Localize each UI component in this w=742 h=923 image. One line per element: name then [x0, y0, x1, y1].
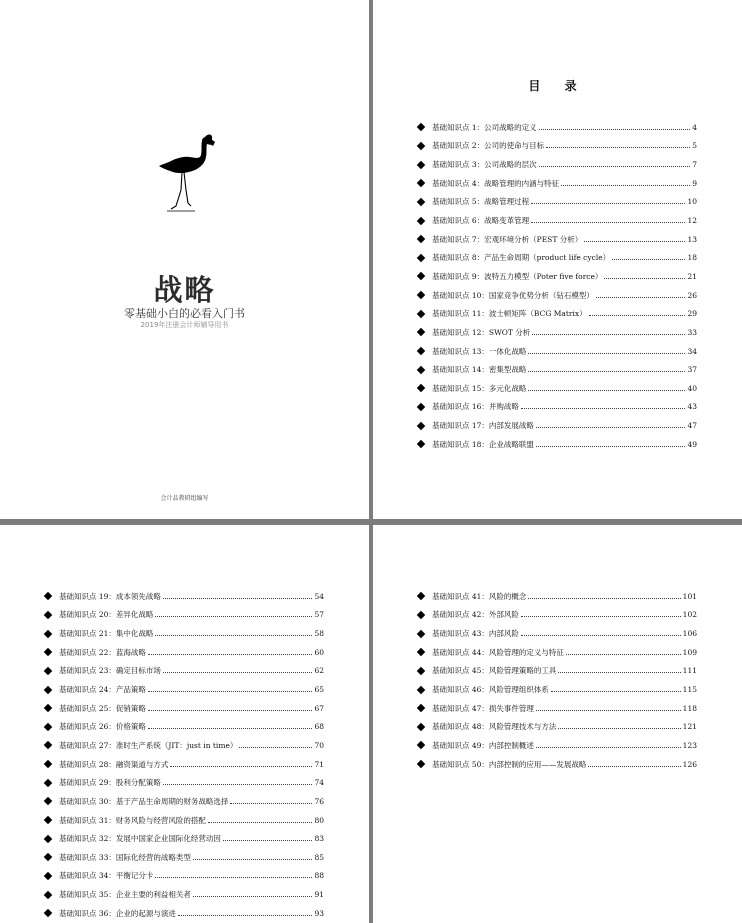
- toc-entry[interactable]: [45, 606, 324, 625]
- toc-entry-label: 基础知识点 49：内部控制概述: [432, 740, 534, 750]
- diamond-bullet-icon: [417, 760, 425, 768]
- toc-entry-label: 基础知识点 47：损失事件管理: [432, 703, 534, 713]
- toc-list: [418, 587, 697, 773]
- diamond-bullet-icon: [417, 142, 425, 150]
- diamond-bullet-icon: [44, 685, 52, 693]
- dot-leader: [193, 896, 313, 897]
- dot-leader: [584, 241, 685, 242]
- diamond-bullet-icon: [417, 592, 425, 600]
- toc-entry-label: 基础知识点 9：波特五力模型（Poter five force）: [432, 271, 603, 281]
- toc-entry-page: 118: [682, 703, 697, 713]
- diamond-bullet-icon: [417, 179, 425, 187]
- toc-entry-label: 基础知识点 6：战略变革管理: [432, 216, 530, 226]
- dot-leader: [536, 427, 686, 428]
- diamond-bullet-icon: [44, 872, 52, 880]
- toc-entry-page: 80: [314, 815, 324, 825]
- toc-entry-page: 60: [314, 647, 324, 657]
- dot-leader: [155, 616, 312, 617]
- diamond-bullet-icon: [44, 723, 52, 731]
- toc-entry-page: 91: [314, 890, 324, 900]
- toc-entry-label: 基础知识点 43：内部风险: [432, 629, 519, 639]
- toc-entry[interactable]: [418, 342, 697, 361]
- dot-leader: [558, 728, 680, 729]
- dot-leader: [170, 766, 312, 767]
- toc-page-1: [373, 0, 742, 519]
- toc-entry-page: 67: [314, 703, 324, 713]
- toc-entry[interactable]: [418, 230, 697, 249]
- diamond-bullet-icon: [44, 890, 52, 898]
- toc-entry-label: 基础知识点 16：并购战略: [432, 402, 519, 412]
- cover-page: [0, 0, 369, 519]
- toc-entry[interactable]: [418, 606, 697, 625]
- toc-entry-page: 74: [314, 778, 324, 788]
- toc-entry-page: 49: [687, 439, 697, 449]
- dot-leader: [551, 691, 681, 692]
- dot-leader: [155, 635, 312, 636]
- dot-leader: [163, 672, 313, 673]
- dot-leader: [521, 616, 681, 617]
- diamond-bullet-icon: [417, 198, 425, 206]
- toc-entry-label: 基础知识点 34：平衡记分卡: [59, 871, 154, 881]
- toc-entry-page: 68: [314, 722, 324, 732]
- diamond-bullet-icon: [44, 778, 52, 786]
- toc-entry[interactable]: [418, 755, 697, 774]
- toc-entry-label: 基础知识点 21：集中化战略: [59, 629, 154, 639]
- toc-entry-label: 基础知识点 32：发展中国家企业国际化经营动因: [59, 834, 221, 844]
- toc-entry[interactable]: [45, 829, 324, 848]
- cover-editor: 会计品教研组编写: [160, 495, 209, 502]
- toc-entry-page: 26: [687, 290, 697, 300]
- toc-entry[interactable]: [418, 193, 697, 212]
- dot-leader: [178, 915, 313, 916]
- toc-entry-page: 9: [692, 178, 697, 188]
- dot-leader: [566, 654, 681, 655]
- toc-entry[interactable]: [418, 435, 697, 454]
- dot-leader: [531, 203, 685, 204]
- dot-leader: [148, 691, 313, 692]
- diamond-bullet-icon: [44, 853, 52, 861]
- cover-subtitle: 零基础小白的必看入门书: [124, 307, 245, 320]
- toc-entry-page: 109: [682, 647, 697, 657]
- toc-entry-label: 基础知识点 25：促销策略: [59, 703, 146, 713]
- toc-entry-label: 基础知识点 45：风险管理策略的工具: [432, 666, 557, 676]
- dot-leader: [546, 147, 690, 148]
- toc-entry-label: 基础知识点 41：风险的概念: [432, 591, 527, 601]
- diamond-bullet-icon: [417, 384, 425, 392]
- toc-entry-label: 基础知识点 28：融资渠道与方式: [59, 759, 169, 769]
- dot-leader: [193, 859, 313, 860]
- dot-leader: [588, 766, 680, 767]
- toc-entry-label: 基础知识点 2：公司的使命与目标: [432, 141, 545, 151]
- diamond-bullet-icon: [417, 403, 425, 411]
- diamond-bullet-icon: [417, 160, 425, 168]
- toc-entry-page: 4: [692, 122, 697, 132]
- diamond-bullet-icon: [417, 440, 425, 448]
- toc-list: [418, 118, 697, 454]
- toc-entry-label: 基础知识点 27：准时生产系统（JIT：just in time）: [59, 740, 238, 750]
- toc-entry[interactable]: [418, 624, 697, 643]
- toc-entry-page: 54: [314, 591, 324, 601]
- toc-entry-label: 基础知识点 44：风险管理的定义与特征: [432, 647, 564, 657]
- diamond-bullet-icon: [417, 254, 425, 262]
- toc-entry-page: 62: [314, 666, 324, 676]
- diamond-bullet-icon: [417, 291, 425, 299]
- toc-list: [45, 587, 324, 923]
- toc-entry[interactable]: [418, 174, 697, 193]
- toc-entry-page: 21: [687, 271, 697, 281]
- toc-entry-page: 40: [687, 383, 697, 393]
- diamond-bullet-icon: [417, 685, 425, 693]
- dot-leader: [163, 598, 313, 599]
- toc-entry-page: 34: [687, 346, 697, 356]
- toc-entry[interactable]: [418, 267, 697, 286]
- dot-leader: [528, 598, 680, 599]
- toc-entry-label: 基础知识点 3：公司战略的层次: [432, 160, 537, 170]
- diamond-bullet-icon: [417, 741, 425, 749]
- diamond-bullet-icon: [417, 648, 425, 656]
- diamond-bullet-icon: [44, 816, 52, 824]
- toc-entry-page: 121: [682, 722, 697, 732]
- toc-entry-label: 基础知识点 33：国际化经营的战略类型: [59, 852, 191, 862]
- cover-tagline: 2019年注册会计师辅导用书: [140, 321, 229, 329]
- toc-entry-page: 13: [687, 234, 697, 244]
- toc-entry[interactable]: [45, 587, 324, 606]
- dot-leader: [539, 166, 691, 167]
- dot-leader: [536, 747, 681, 748]
- toc-entry-label: 基础知识点 18：企业战略联盟: [432, 439, 534, 449]
- toc-entry-label: 基础知识点 4：战略管理的内涵与特征: [432, 178, 560, 188]
- dot-leader: [528, 390, 685, 391]
- diamond-bullet-icon: [417, 347, 425, 355]
- toc-entry[interactable]: [418, 155, 697, 174]
- toc-entry-page: 85: [314, 852, 324, 862]
- dot-leader: [521, 408, 686, 409]
- toc-entry[interactable]: [45, 624, 324, 643]
- dot-leader: [148, 654, 313, 655]
- toc-entry-label: 基础知识点 42：外部风险: [432, 610, 519, 620]
- dot-leader: [521, 635, 681, 636]
- toc-entry-page: 12: [687, 216, 697, 226]
- dot-leader: [230, 803, 312, 804]
- toc-entry[interactable]: [45, 699, 324, 718]
- toc-page-2: [0, 525, 369, 923]
- diamond-bullet-icon: [44, 760, 52, 768]
- toc-entry-page: 126: [682, 759, 697, 769]
- toc-entry-label: 基础知识点 11：波士顿矩阵（BCG Matrix）: [432, 309, 587, 319]
- toc-entry-label: 基础知识点 22：蓝海战略: [59, 647, 146, 657]
- toc-entry-page: 10: [687, 197, 697, 207]
- toc-entry[interactable]: [45, 773, 324, 792]
- diamond-bullet-icon: [417, 365, 425, 373]
- toc-entry[interactable]: [418, 643, 697, 662]
- diamond-bullet-icon: [44, 834, 52, 842]
- toc-entry-label: 基础知识点 19：成本领先战略: [59, 591, 161, 601]
- toc-entry[interactable]: [418, 211, 697, 230]
- toc-entry-page: 106: [682, 629, 697, 639]
- dot-leader: [163, 784, 313, 785]
- diamond-bullet-icon: [44, 667, 52, 675]
- toc-entry[interactable]: [45, 643, 324, 662]
- toc-entry[interactable]: [418, 587, 697, 606]
- diamond-bullet-icon: [44, 797, 52, 805]
- toc-entry-page: 76: [314, 796, 324, 806]
- toc-entry-page: 102: [682, 610, 697, 620]
- toc-entry-label: 基础知识点 13：一体化战略: [432, 346, 527, 356]
- dot-leader: [208, 822, 313, 823]
- flamingo-icon: [155, 130, 217, 214]
- toc-entry[interactable]: [418, 717, 697, 736]
- diamond-bullet-icon: [44, 741, 52, 749]
- toc-entry-label: 基础知识点 30：基于产品生命周期的财务战略选择: [59, 796, 229, 806]
- toc-entry-page: 29: [687, 309, 697, 319]
- diamond-bullet-icon: [417, 667, 425, 675]
- dot-leader: [604, 278, 685, 279]
- diamond-bullet-icon: [44, 611, 52, 619]
- toc-entry-page: 93: [314, 908, 324, 918]
- dot-leader: [239, 747, 312, 748]
- toc-entry[interactable]: [45, 885, 324, 904]
- toc-entry[interactable]: [418, 118, 697, 137]
- toc-entry[interactable]: [418, 323, 697, 342]
- diamond-bullet-icon: [44, 648, 52, 656]
- toc-entry[interactable]: [45, 680, 324, 699]
- cover-title: 战略: [153, 273, 216, 307]
- toc-entry-label: 基础知识点 14：密集型战略: [432, 365, 527, 375]
- toc-entry-page: 83: [314, 834, 324, 844]
- dot-leader: [558, 672, 680, 673]
- toc-entry-page: 57: [314, 610, 324, 620]
- toc-entry[interactable]: [418, 248, 697, 267]
- diamond-bullet-icon: [417, 611, 425, 619]
- toc-entry-label: 基础知识点 12：SWOT 分析: [432, 327, 531, 337]
- toc-entry-label: 基础知识点 1：公司战略的定义: [432, 122, 537, 132]
- toc-entry[interactable]: [418, 304, 697, 323]
- toc-entry-label: 基础知识点 15：多元化战略: [432, 383, 527, 393]
- toc-entry-page: 43: [687, 402, 697, 412]
- toc-entry-label: 基础知识点 10：国家竞争优势分析（钻石模型）: [432, 290, 594, 300]
- toc-entry[interactable]: [418, 360, 697, 379]
- diamond-bullet-icon: [417, 328, 425, 336]
- toc-entry-page: 37: [687, 365, 697, 375]
- toc-entry-page: 71: [314, 759, 324, 769]
- dot-leader: [155, 877, 312, 878]
- dot-leader: [561, 185, 690, 186]
- toc-entry[interactable]: [418, 680, 697, 699]
- dot-leader: [148, 710, 313, 711]
- toc-entry-page: 111: [682, 666, 697, 676]
- toc-entry-page: 5: [692, 141, 697, 151]
- toc-entry-page: 70: [314, 740, 324, 750]
- toc-entry-page: 18: [687, 253, 697, 263]
- toc-entry[interactable]: [45, 736, 324, 755]
- toc-entry[interactable]: [418, 416, 697, 435]
- toc-entry[interactable]: [45, 867, 324, 886]
- toc-entry-label: 基础知识点 26：价格策略: [59, 722, 146, 732]
- toc-entry[interactable]: [418, 662, 697, 681]
- toc-entry-label: 基础知识点 29：股利分配策略: [59, 778, 161, 788]
- diamond-bullet-icon: [44, 704, 52, 712]
- toc-entry-label: 基础知识点 35：企业主要的利益相关者: [59, 890, 191, 900]
- diamond-bullet-icon: [417, 723, 425, 731]
- toc-entry-page: 65: [314, 685, 324, 695]
- toc-entry[interactable]: [418, 286, 697, 305]
- diamond-bullet-icon: [417, 123, 425, 131]
- toc-entry-page: 33: [687, 327, 697, 337]
- toc-entry[interactable]: [418, 379, 697, 398]
- dot-leader: [536, 710, 681, 711]
- toc-page-3: [373, 525, 742, 923]
- toc-entry[interactable]: [45, 717, 324, 736]
- toc-entry-page: 123: [682, 740, 697, 750]
- toc-entry-label: 基础知识点 17：内部发展战略: [432, 421, 534, 431]
- diamond-bullet-icon: [417, 629, 425, 637]
- dot-leader: [589, 315, 686, 316]
- toc-heading: 目 录: [528, 79, 587, 93]
- diamond-bullet-icon: [417, 704, 425, 712]
- toc-entry-page: 115: [682, 685, 697, 695]
- toc-entry[interactable]: [45, 904, 324, 923]
- toc-entry[interactable]: [418, 398, 697, 417]
- dot-leader: [528, 353, 685, 354]
- toc-entry-label: 基础知识点 7：宏观环境分析（PEST 分析）: [432, 234, 583, 244]
- toc-entry-label: 基础知识点 24：产品策略: [59, 685, 146, 695]
- toc-entry-label: 基础知识点 8：产品生命周期（product life cycle）: [432, 253, 611, 263]
- dot-leader: [223, 840, 313, 841]
- dot-leader: [536, 446, 686, 447]
- diamond-bullet-icon: [417, 309, 425, 317]
- toc-entry[interactable]: [45, 792, 324, 811]
- toc-entry-page: 88: [314, 871, 324, 881]
- toc-entry-label: 基础知识点 20：差异化战略: [59, 610, 154, 620]
- diamond-bullet-icon: [417, 272, 425, 280]
- toc-entry-label: 基础知识点 5：战略管理过程: [432, 197, 530, 207]
- toc-entry-page: 47: [687, 421, 697, 431]
- toc-entry[interactable]: [45, 848, 324, 867]
- toc-entry-page: 58: [314, 629, 324, 639]
- toc-entry-label: 基础知识点 46：风险管理组织体系: [432, 685, 549, 695]
- dot-leader: [596, 297, 686, 298]
- toc-entry-label: 基础知识点 48：风险管理技术与方法: [432, 722, 557, 732]
- dot-leader: [612, 259, 685, 260]
- toc-entry[interactable]: [45, 755, 324, 774]
- diamond-bullet-icon: [417, 216, 425, 224]
- dot-leader: [532, 334, 685, 335]
- toc-entry[interactable]: [418, 736, 697, 755]
- dot-leader: [531, 222, 685, 223]
- dot-leader: [148, 728, 313, 729]
- toc-entry[interactable]: [418, 699, 697, 718]
- diamond-bullet-icon: [44, 909, 52, 917]
- toc-entry-label: 基础知识点 36：企业的起源与演进: [59, 908, 176, 918]
- toc-entry-page: 7: [692, 160, 697, 170]
- toc-entry-label: 基础知识点 50：内部控制的应用——发展战略: [432, 759, 587, 769]
- dot-leader: [539, 129, 691, 130]
- toc-entry[interactable]: [45, 662, 324, 681]
- toc-entry-label: 基础知识点 23：确定目标市场: [59, 666, 161, 676]
- toc-entry-page: 101: [682, 591, 697, 601]
- diamond-bullet-icon: [44, 592, 52, 600]
- diamond-bullet-icon: [44, 629, 52, 637]
- diamond-bullet-icon: [417, 421, 425, 429]
- toc-entry[interactable]: [45, 811, 324, 830]
- dot-leader: [528, 371, 685, 372]
- diamond-bullet-icon: [417, 235, 425, 243]
- toc-entry[interactable]: [418, 137, 697, 156]
- toc-entry-label: 基础知识点 31：财务风险与经营风险的搭配: [59, 815, 206, 825]
